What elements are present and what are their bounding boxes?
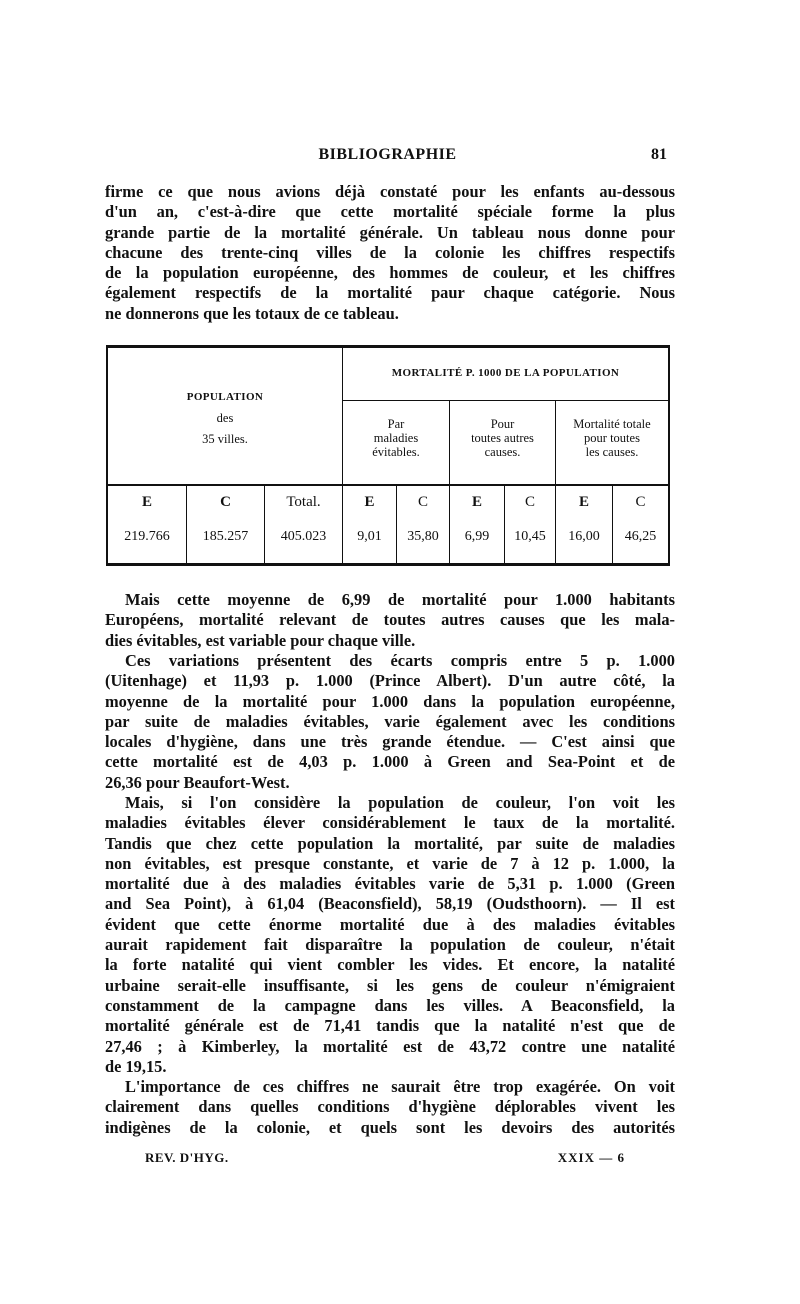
text-line: grande partie de la mortalité générale. Un tableau nous donne pour [105, 222, 675, 242]
text-line: locales d'hygiène, dans une très grande étendue. — C'est ainsi que [105, 732, 675, 752]
table-value: 405.023 [280, 529, 327, 544]
text-line: moyenne de la mortalité pour 1.000 dans la population européenne, [105, 691, 675, 711]
text-line: d'un an, c'est-à-dire que cette mortalité spéciale forme la plus [105, 202, 675, 222]
table-value: 6,99 [464, 529, 490, 544]
table-bottom-rule [106, 563, 670, 566]
population-header-line: 35 villes. [202, 432, 248, 446]
text-line: de 19,15. [105, 1056, 167, 1076]
group-header-line: causes. [484, 445, 521, 459]
journal-abbreviation: REV. D'HYG. [145, 1150, 229, 1165]
text-line: clairement dans quelles conditions d'hygiène déplorables vivent les [105, 1097, 675, 1117]
column-label: C [635, 494, 646, 510]
text-line: Ces variations présentent des écarts compris entre 5 p. 1.000 [125, 651, 675, 670]
population-header-line: des [216, 411, 234, 425]
group-header-other-causes [450, 417, 555, 459]
column-label: E [578, 494, 589, 510]
text-line: firme ce que nous avions déjà constaté pour les enfants au-dessous [105, 182, 675, 201]
group-header-total [556, 417, 668, 459]
text-line: 27,46 ; à Kimberley, la mortalité est de 43,72 contre une natalité [105, 1036, 675, 1056]
text-line: 26,36 pour Beaufort-West. [105, 772, 290, 792]
mortality-table [106, 345, 670, 566]
column-label: C [524, 494, 535, 510]
text-line: Mais, si l'on considère la population de couleur, l'on voit les [125, 793, 675, 812]
table-top-rule [106, 345, 670, 348]
column-label: C [220, 494, 231, 510]
group-header-line: évitables. [372, 445, 420, 459]
text-line: (Uitenhage) et 11,93 p. 1.000 (Prince Albert). D'un autre côté, la [105, 671, 675, 691]
text-line: constamment de la campagne dans les villes. A Beaconsfield, la [105, 995, 675, 1015]
text-line: chacune des trente-cinq villes de la colonie les chiffres respectifs [105, 242, 675, 262]
paragraph-intro [105, 182, 675, 324]
text-line: and Sea Point), à 61,04 (Beaconsfield), 58,19 (Oudsthoorn). — Il est [105, 894, 675, 914]
column-label: E [364, 494, 375, 510]
table-value: 10,45 [514, 529, 546, 544]
table-header-rule [108, 484, 668, 486]
text-line: Mais cette moyenne de 6,99 de mortalité pour 1.000 habitants [125, 590, 675, 609]
mortality-header: MORTALITÉ P. 1000 DE LA POPULATION [391, 367, 620, 379]
paragraph-colored-population [105, 793, 675, 1077]
text-line: Tandis que chez cette population la mortalité, par suite de maladies [105, 833, 675, 853]
page-footer [145, 1150, 625, 1170]
table-value: 46,25 [624, 529, 657, 544]
column-label: E [471, 494, 482, 510]
group-header-line: Pour [490, 417, 515, 431]
column-label: C [417, 494, 428, 510]
table-value: 185.257 [202, 529, 249, 544]
text-line: non évitables, est presque constante, et varie de 7 à 12 p. 1.000, la [105, 853, 675, 873]
column-label: E [141, 494, 152, 510]
group-header-line: Par [387, 417, 405, 431]
group-header-line: les causes. [585, 445, 639, 459]
column-label: Total. [286, 494, 321, 510]
group-header-line: toutes autres [471, 431, 534, 445]
paragraph-variations [105, 651, 675, 793]
group-header-line: Mortalité totale [573, 417, 651, 431]
text-line: maladies évitables élever considérablement le taux de la mortalité. [105, 813, 675, 833]
text-line: mortalité générale est de 71,41 tandis que la natalité n'est que de [105, 1016, 675, 1036]
signature-mark: XXIX — 6 [557, 1150, 625, 1165]
text-line: évident que cette énorme mortalité due à des maladies évitables [105, 914, 675, 934]
table-right-rule [668, 345, 670, 566]
table-value: 16,00 [568, 529, 600, 544]
text-line: de la population européenne, des hommes de couleur, et les chiffres [105, 263, 675, 283]
table-value: 9,01 [357, 529, 382, 544]
group-header-avoidable [343, 417, 449, 459]
text-line: Européens, mortalité relevant de toutes autres causes que les mala- [105, 610, 675, 630]
population-header-line: POPULATION [186, 391, 264, 403]
text-line: par suite de maladies évitables, varie également avec les conditions [105, 711, 675, 731]
page-header [100, 146, 675, 170]
page-number: 81 [651, 146, 667, 163]
text-line: également respectifs de la mortalité paur chaque catégorie. Nous [105, 283, 675, 303]
text-line: indigènes de la colonie, et quels sont les devoirs des autorités [105, 1117, 675, 1137]
text-line: dies évitables, est variable pour chaque ville. [105, 630, 416, 650]
population-header [108, 387, 342, 450]
text-line: cette mortalité est de 4,03 p. 1.000 à Green and Sea-Point et de [105, 752, 675, 772]
table-value: 219.766 [124, 529, 170, 544]
text-line: la forte natalité qui vient combler les vides. Et encore, la natalité [105, 955, 675, 975]
group-header-line: maladies [373, 431, 419, 445]
text-line: aurait rapidement fait disparaître la population de couleur, n'était [105, 935, 675, 955]
text-line: ne donnerons que les totaux de ce tableau. [105, 303, 399, 323]
text-line: urbaine serait-elle insuffisante, si les gens de couleur n'émigraient [105, 975, 675, 995]
group-header-line: pour toutes [584, 431, 640, 445]
text-line: mortalité due à des maladies évitables varie de 5,31 p. 1.000 (Green [105, 874, 675, 894]
table-divider [342, 400, 668, 401]
paragraph-importance [105, 1077, 675, 1138]
paragraph-average [105, 590, 675, 651]
table-value: 35,80 [407, 529, 439, 544]
text-line: L'importance de ces chiffres ne saurait être trop exagérée. On voit [125, 1077, 675, 1096]
running-title: BIBLIOGRAPHIE [318, 146, 457, 163]
